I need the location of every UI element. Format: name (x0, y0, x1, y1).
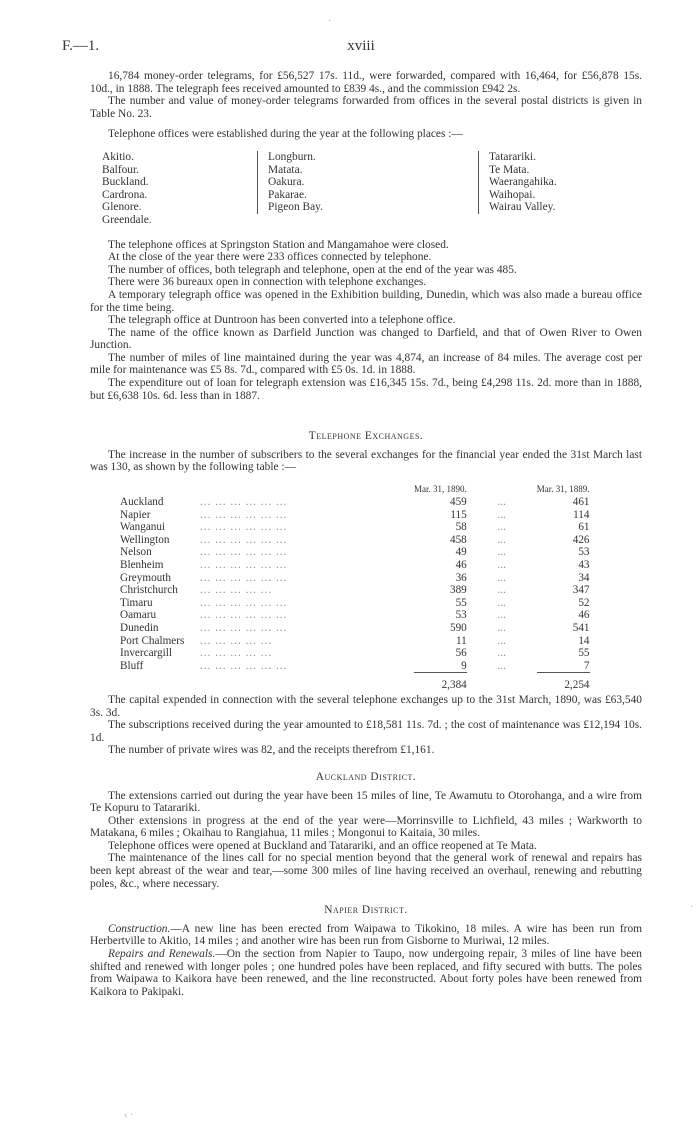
exchange-name: Oamaru (120, 609, 157, 622)
page-header (62, 38, 660, 58)
place-item: Pakarae. (268, 188, 307, 201)
value-1890: 9 (461, 659, 467, 672)
column-header-1890: Mar. 31, 1890. (414, 484, 467, 495)
place-item: Balfour. (102, 163, 140, 176)
exchange-name: Christchurch (120, 584, 178, 597)
exchanges-table (120, 482, 590, 692)
column-header-1889: Mar. 31, 1889. (536, 484, 590, 495)
leader-dots: ... ... ... ... ... ... (200, 609, 288, 622)
leader-dots: ... (497, 571, 506, 584)
value-1889: 46 (578, 609, 590, 622)
leader-dots: ... (497, 584, 506, 597)
leader-dots: ... ... ... ... ... ... (200, 596, 288, 609)
leader-dots: ... ... ... ... ... ... (200, 559, 288, 571)
place-item: Te Mata. (489, 163, 530, 176)
place-item: Buckland. (102, 176, 149, 189)
paragraph: There were 36 bureaux open in connection with telephone exchanges. (108, 276, 427, 289)
leader-dots: ... ... ... ... ... ... (200, 521, 288, 534)
construction-text: —A new line has been erected from Waipawa to Tikokino, 18 miles. A wire has been run from Herbertville to Akitio, 14 miles ; and another wire has been run from Gisborne to Muriwai, 12 miles. (90, 922, 642, 948)
place-item: Cardrona. (102, 188, 148, 201)
places-column-1 (102, 151, 257, 227)
leader-dots: ... ... ... ... ... (200, 634, 273, 647)
paragraph: The capital expended in connection with the several telephone exchanges up to the 31st March, 1890, was £63,540 3s. 3d. (90, 693, 642, 719)
value-1890: 590 (449, 621, 467, 634)
place-item: Longburn. (268, 150, 316, 163)
paragraph: Telephone offices were opened at Buckland and Tatarariki, and an office reopened at Te Mata. (108, 839, 537, 852)
paragraph: At the close of the year there were 233 offices connected by telephone. (108, 251, 432, 264)
leader-dots: ... ... ... ... ... ... (200, 621, 288, 634)
table-row (120, 660, 590, 673)
table-row (120, 559, 590, 572)
places-list (102, 151, 642, 227)
paragraph: The expenditure out of loan for telegraph extension was £16,345 15s. 7d., being £4,298 11s. 2d. more than in 1888, but £6,638 10s. 6d. less than in 1887. (90, 377, 642, 402)
table-row (120, 622, 590, 635)
place-item: Greendale. (102, 213, 152, 226)
value-1889: 541 (572, 621, 590, 634)
leader-dots: ... ... ... ... ... ... (200, 546, 288, 559)
value-1890: 458 (449, 533, 467, 546)
place-item: Tatarariki. (489, 150, 536, 163)
leader-dots: ... (497, 634, 506, 647)
paragraph-telephone-offices-intro: Telephone offices were established during the year at the following places :— (108, 128, 463, 141)
value-1889: 426 (572, 533, 590, 546)
exchange-name: Bluff (120, 660, 144, 672)
exchange-name: Invercargill (120, 647, 172, 660)
exchange-name: Auckland (120, 496, 164, 509)
page-number: xviii (347, 38, 375, 54)
exchange-name: Nelson (120, 546, 152, 559)
value-1889: 61 (578, 521, 590, 534)
place-item: Waihopai. (489, 188, 536, 201)
table-total-row (120, 673, 590, 692)
place-item: Akitio. (102, 150, 134, 163)
leader-dots: ... (497, 533, 506, 546)
section-heading-napier: Napier District. (324, 904, 408, 917)
table-row (120, 534, 590, 547)
paragraph-construction (90, 923, 642, 948)
value-1889: 34 (578, 571, 590, 584)
leader-dots: ... (497, 559, 506, 571)
leader-dots: ... (497, 546, 506, 559)
value-1890: 46 (455, 559, 467, 571)
repairs-label: Repairs and Renewals. (108, 948, 216, 961)
paragraph: The number of offices, both telegraph and telephone, open at the end of the year was 485. (108, 263, 517, 276)
leader-dots: ... (497, 660, 506, 672)
table-row (120, 609, 590, 622)
value-1889: 461 (572, 496, 590, 509)
table-row (120, 584, 590, 597)
table-row (120, 597, 590, 610)
section-code: F.—1. (62, 38, 100, 54)
table-row (120, 521, 590, 534)
place-item: Glenore. (102, 201, 142, 214)
value-1890: 36 (455, 571, 467, 584)
leader-dots: ... ... ... ... ... ... (200, 571, 288, 584)
value-1890: 58 (455, 521, 467, 534)
section-heading-telephone-exchanges: Telephone Exchanges. (308, 430, 424, 443)
paragraph: The maintenance of the lines call for no special mention beyond that the general work of renewal and repairs has been kept abreast of the wear and tear,—some 300 miles of line having received an overhaul, renewing and rebutting poles, &c., where necessary. (90, 852, 642, 890)
exchanges-rows (120, 496, 590, 673)
exchange-name: Blenheim (120, 559, 164, 571)
total-1889: 2,254 (537, 673, 590, 692)
table-row (120, 546, 590, 559)
total-1890: 2,384 (414, 673, 467, 692)
leader-dots: ... (497, 521, 506, 534)
value-1890: 53 (455, 609, 467, 622)
place-item: Pigeon Bay. (268, 201, 323, 214)
value-1889: 52 (578, 596, 590, 609)
value-1889: 55 (578, 647, 590, 660)
table-row (120, 635, 590, 648)
value-1889: 14 (578, 634, 590, 647)
leader-dots: ... (497, 508, 506, 521)
value-1890: 459 (449, 496, 467, 509)
paragraph-exchanges-intro: The increase in the number of subscribers to the several exchanges for the financial year ended the 31st March last was 130, as shown by the following table :— (90, 448, 642, 474)
paragraph: The subscriptions received during the year amounted to £18,581 11s. 7d. ; the cost of maintenance was £12,194 10s. 1d. (90, 719, 642, 744)
paragraph: The name of the office known as Darfield Junction was changed to Darfield, and that of Owen River to Owen Junction. (90, 326, 642, 352)
exchange-name: Wellington (120, 533, 170, 546)
value-1889: 53 (578, 546, 590, 559)
paragraph-money-order: 16,784 money-order telegrams, for £56,527 17s. 11d., were forwarded, compared with 16,464, for £56,878 15s. 10d., in 1888. The telegraph fees received amounted to £839 4s., and the commission £942 2s. (90, 70, 642, 95)
value-1890: 115 (450, 508, 467, 521)
table-row (120, 572, 590, 585)
table-row (120, 496, 590, 509)
leader-dots: ... ... ... ... ... (200, 584, 273, 597)
value-1890: 56 (455, 647, 467, 660)
paragraph: The telephone offices at Springston Station and Mangamahoe were closed. (108, 238, 449, 251)
exchange-name: Napier (120, 508, 151, 521)
leader-dots: ... ... ... ... ... ... (200, 508, 288, 521)
place-item: Waerangahika. (489, 176, 557, 189)
value-1890: 389 (449, 584, 467, 597)
place-item: Wairau Valley. (489, 201, 556, 214)
scan-speck: · (328, 16, 332, 27)
table-row (120, 509, 590, 522)
paragraph-repairs (90, 948, 642, 998)
value-1889: 7 (583, 659, 590, 672)
places-column-3 (478, 151, 557, 214)
leader-dots: ... ... ... ... ... (200, 647, 273, 660)
paragraph: The number of private wires was 82, and the receipts therefrom £1,161. (108, 744, 435, 757)
paragraph: A temporary telegraph office was opened in the Exhibition building, Dunedin, which was also made a bureau office for the time being. (90, 288, 642, 314)
exchange-name: Wanganui (120, 521, 166, 534)
value-1889: 43 (578, 559, 590, 571)
value-1890: 49 (455, 546, 467, 559)
repairs-text: —On the section from Napier to Taupo, now undergoing repair, 3 miles of line have been shifted and renewed with longer poles ; one hundred poles have been replaced, and fifty secured with butts. The poles from Waipawa to Kaikora have been renewed, and the line reconstructed. About forty poles have been renewed from Kaikora to Pakipaki. (90, 948, 642, 998)
paragraph: The extensions carried out during the year have been 15 miles of line, Te Awamutu to Otorohanga, and a wire from Te Kopuru to Tatarariki. (90, 789, 642, 815)
value-1889: 114 (573, 508, 590, 521)
value-1890: 11 (455, 634, 467, 647)
document-body (90, 70, 642, 998)
table-row (120, 647, 590, 660)
paragraph: The telegraph office at Duntroon has been converted into a telephone office. (108, 314, 456, 327)
exchange-name: Dunedin (120, 621, 159, 634)
leader-dots: ... (497, 647, 506, 660)
paragraph: Other extensions in progress at the end of the year were—Morrinsville to Lichfield, 43 miles ; Warkworth to Matakana, 6 miles ; Okaihau to Rangiahua, 11 miles ; Mongonui to Kaitaia, 30 miles. (90, 814, 642, 840)
paragraph: The number of miles of line maintained during the year was 4,874, an increase of 84 miles. The average cost per mile for maintenance was £5 8s. 7d., compared with £5 0s. 1d. in 1888. (90, 351, 642, 377)
section-heading-auckland: Auckland District. (315, 770, 417, 783)
table-header-row (120, 482, 590, 496)
construction-label: Construction. (108, 922, 171, 935)
scan-speck: ‹ · (124, 1110, 134, 1121)
exchange-name: Timaru (120, 596, 153, 609)
leader-dots: ... ... ... ... ... ... (200, 660, 288, 672)
leader-dots: ... (497, 596, 506, 609)
place-item: Oakura. (268, 176, 305, 189)
leader-dots: ... ... ... ... ... ... (200, 496, 288, 509)
scan-speck: · (690, 902, 694, 913)
paragraph-table-ref: The number and value of money-order telegrams forwarded from offices in the several postal districts is given in Table No. 23. (90, 95, 642, 120)
leader-dots: ... (497, 496, 506, 509)
value-1890: 55 (455, 596, 467, 609)
value-1889: 347 (572, 584, 590, 597)
leader-dots: ... (497, 621, 506, 634)
exchange-name: Greymouth (120, 571, 171, 584)
exchange-name: Port Chalmers (120, 634, 185, 647)
places-column-2 (257, 151, 478, 214)
leader-dots: ... ... ... ... ... ... (200, 533, 288, 546)
place-item: Matata. (268, 163, 303, 176)
leader-dots: ... (497, 609, 506, 622)
